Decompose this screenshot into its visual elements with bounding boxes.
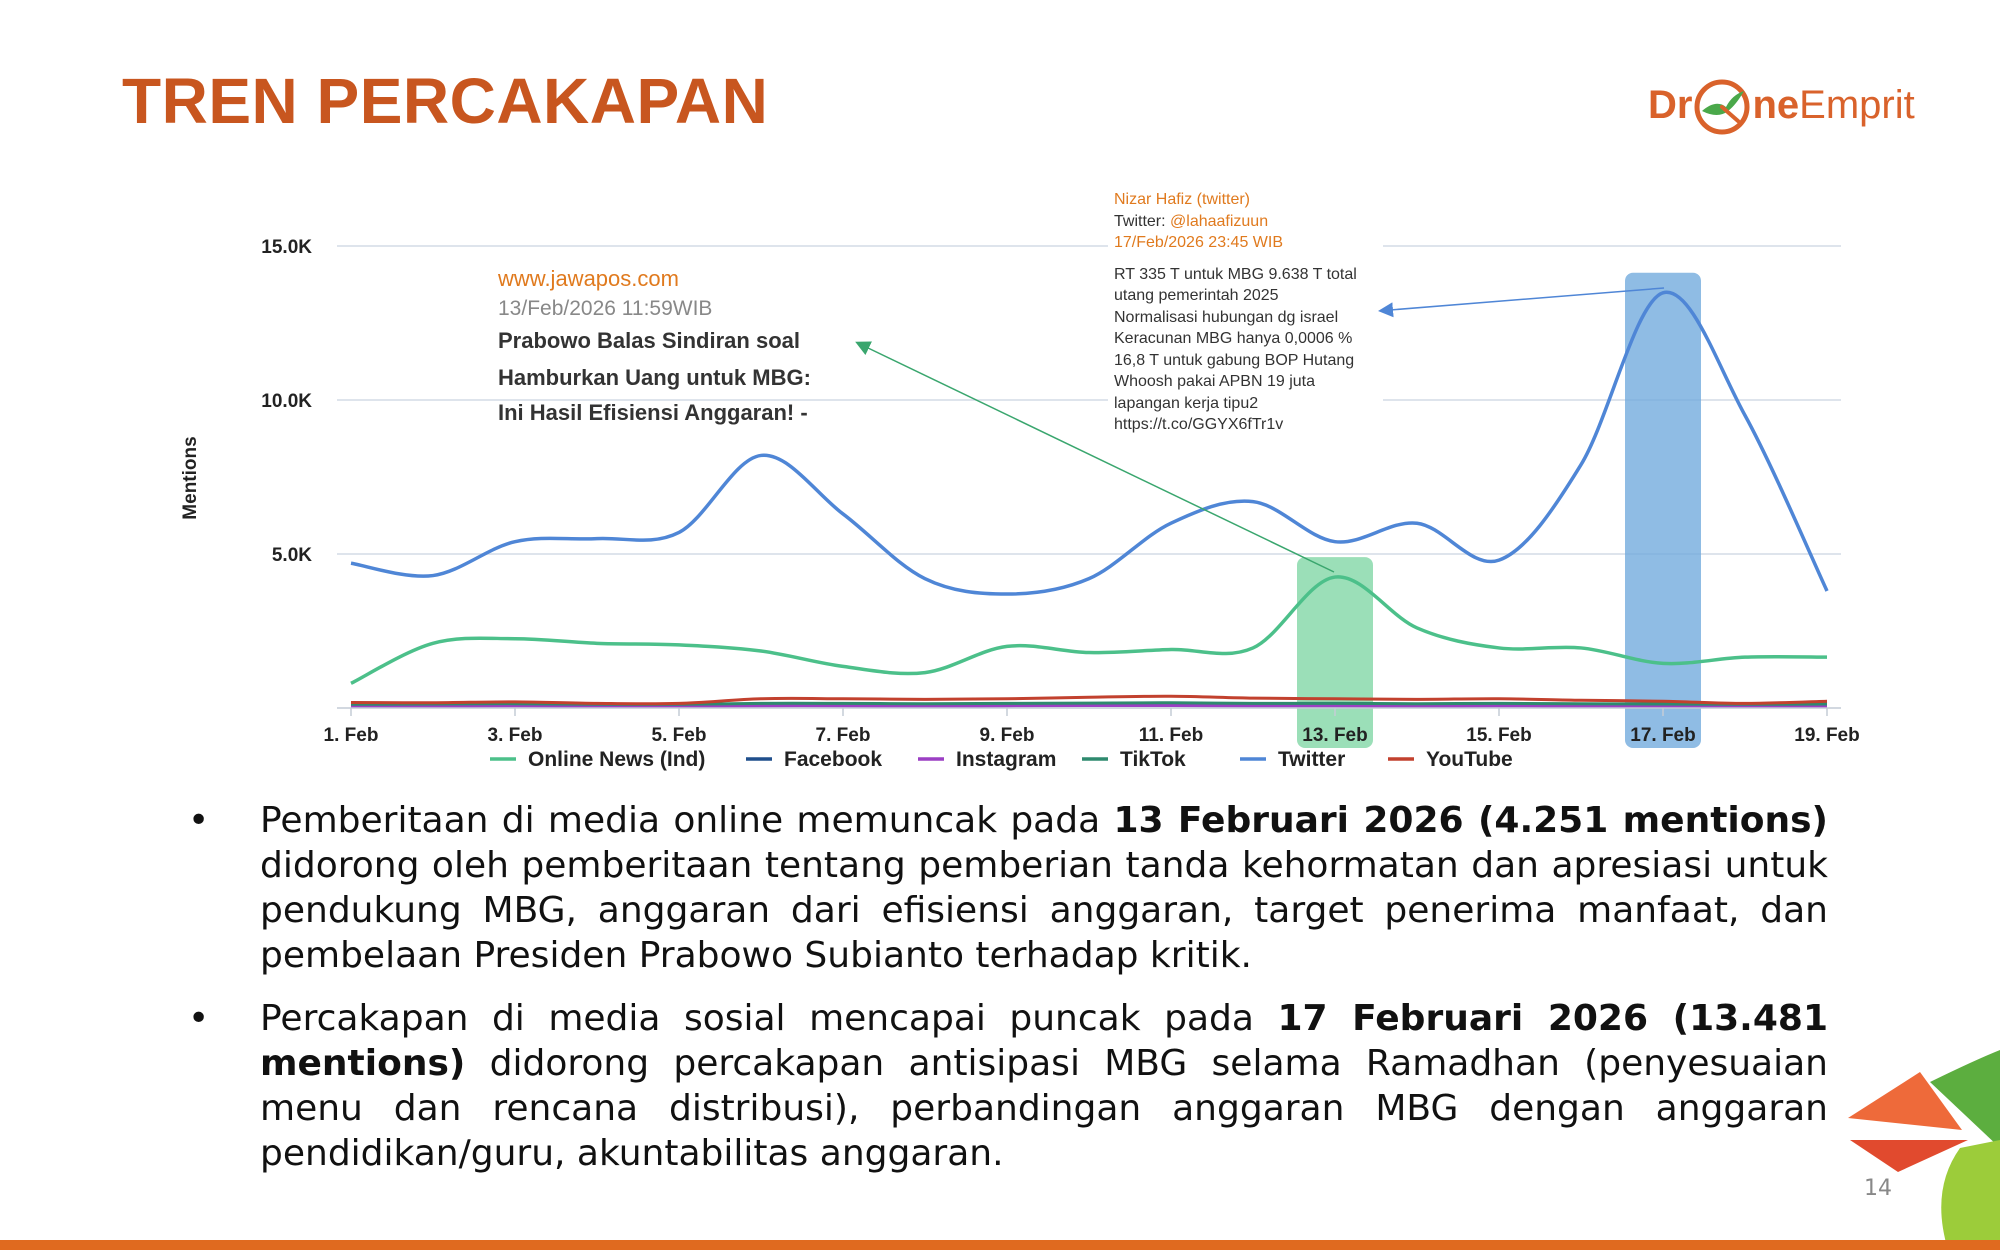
logo-text-ne: ne	[1752, 83, 1800, 127]
tweet-line: https://t.co/GGYX6fTr1v	[1114, 416, 1284, 433]
tweet-line: Whoosh pakai APBN 19 juta	[1114, 373, 1316, 390]
page-number: 14	[1864, 1176, 1892, 1201]
tweet-line: lapangan kerja tipu2	[1114, 395, 1259, 412]
legend-label: Twitter	[1278, 748, 1346, 771]
bottom-accent-bar	[0, 1240, 2000, 1250]
news-headline-line: Hamburkan Uang untuk MBG:	[498, 365, 811, 390]
y-axis-label: Mentions	[180, 436, 201, 520]
x-tick-label: 9. Feb	[979, 725, 1035, 746]
tweet-date: 17/Feb/2026 23:45 WIB	[1114, 234, 1283, 251]
bullet-text: Percakapan di media sosial mencapai puncak pada	[260, 998, 1278, 1039]
news-date: 13/Feb/2026 11:59WIB	[498, 297, 713, 320]
bullet-text: didorong percakapan antisipasi MBG selama Ramadhan (penyesuaian menu dan rencana distribusi), perbandingan anggaran MBG dengan anggaran pendidikan/guru, akuntabilitas anggaran.	[260, 1043, 1828, 1174]
x-tick-label: 17. Feb	[1630, 725, 1696, 746]
tweet-line: utang pemerintah 2025	[1114, 287, 1279, 304]
bullet-bold-text: 13 Februari 2026 (4.251 mentions)	[1113, 800, 1829, 841]
tweet-line: 16,8 T untuk gabung BOP Hutang	[1114, 352, 1355, 369]
bullet-dot: •	[188, 998, 210, 1039]
bullet-text: Pemberitaan di media online memuncak pada	[260, 800, 1114, 841]
x-tick-label: 11. Feb	[1138, 725, 1204, 746]
tweet-author: Nizar Hafiz (twitter)	[1114, 191, 1251, 208]
legend-label: YouTube	[1426, 748, 1513, 771]
y-tick-label: 10.0K	[261, 391, 312, 412]
x-tick-label: 3. Feb	[487, 725, 543, 746]
x-tick-label: 7. Feb	[815, 725, 871, 746]
news-headline-line: Prabowo Balas Sindiran soal	[498, 328, 800, 353]
tweet-handle-prefix: Twitter:	[1114, 213, 1171, 230]
news-headline-line: Ini Hasil Efisiensi Anggaran! -	[498, 400, 808, 425]
legend-label: TikTok	[1120, 748, 1186, 771]
legend-label: Online News (Ind)	[528, 748, 706, 771]
logo-text-dr: Dr	[1648, 83, 1693, 127]
x-tick-label: 1. Feb	[323, 725, 379, 746]
y-tick-label: 15.0K	[261, 237, 312, 258]
bullet-text: didorong oleh pemberitaan tentang pemberian tanda kehormatan dan apresiasi untuk pendukung MBG, anggaran dari efisiensi anggaran, target penerima manfaat, dan pembelaan Presiden Prabowo Subianto terhadap kritik.	[260, 845, 1828, 976]
legend-label: Instagram	[956, 748, 1057, 771]
page-title: TREN PERCAKAPAN	[122, 65, 769, 137]
tweet-line: Normalisasi hubungan dg israel	[1114, 309, 1339, 326]
bullet-bold-text: 17 Februari 2026 (13.481 mentions)	[260, 998, 1828, 1084]
tweet-line: Keracunan MBG hanya 0,0006 %	[1114, 330, 1353, 347]
x-tick-label: 5. Feb	[651, 725, 707, 746]
news-source: www.jawapos.com	[498, 266, 679, 291]
bullet-dot: •	[188, 800, 210, 841]
logo-text-emprit: Emprit	[1799, 83, 1915, 127]
tweet-line: RT 335 T untuk MBG 9.638 T total	[1114, 266, 1357, 283]
x-tick-label: 13. Feb	[1302, 725, 1368, 746]
tweet-handle: @lahaafizuun	[1170, 213, 1269, 230]
y-tick-label: 5.0K	[271, 545, 312, 566]
legend-label: Facebook	[784, 748, 883, 771]
x-tick-label: 19. Feb	[1794, 725, 1860, 746]
x-tick-label: 15. Feb	[1466, 725, 1532, 746]
